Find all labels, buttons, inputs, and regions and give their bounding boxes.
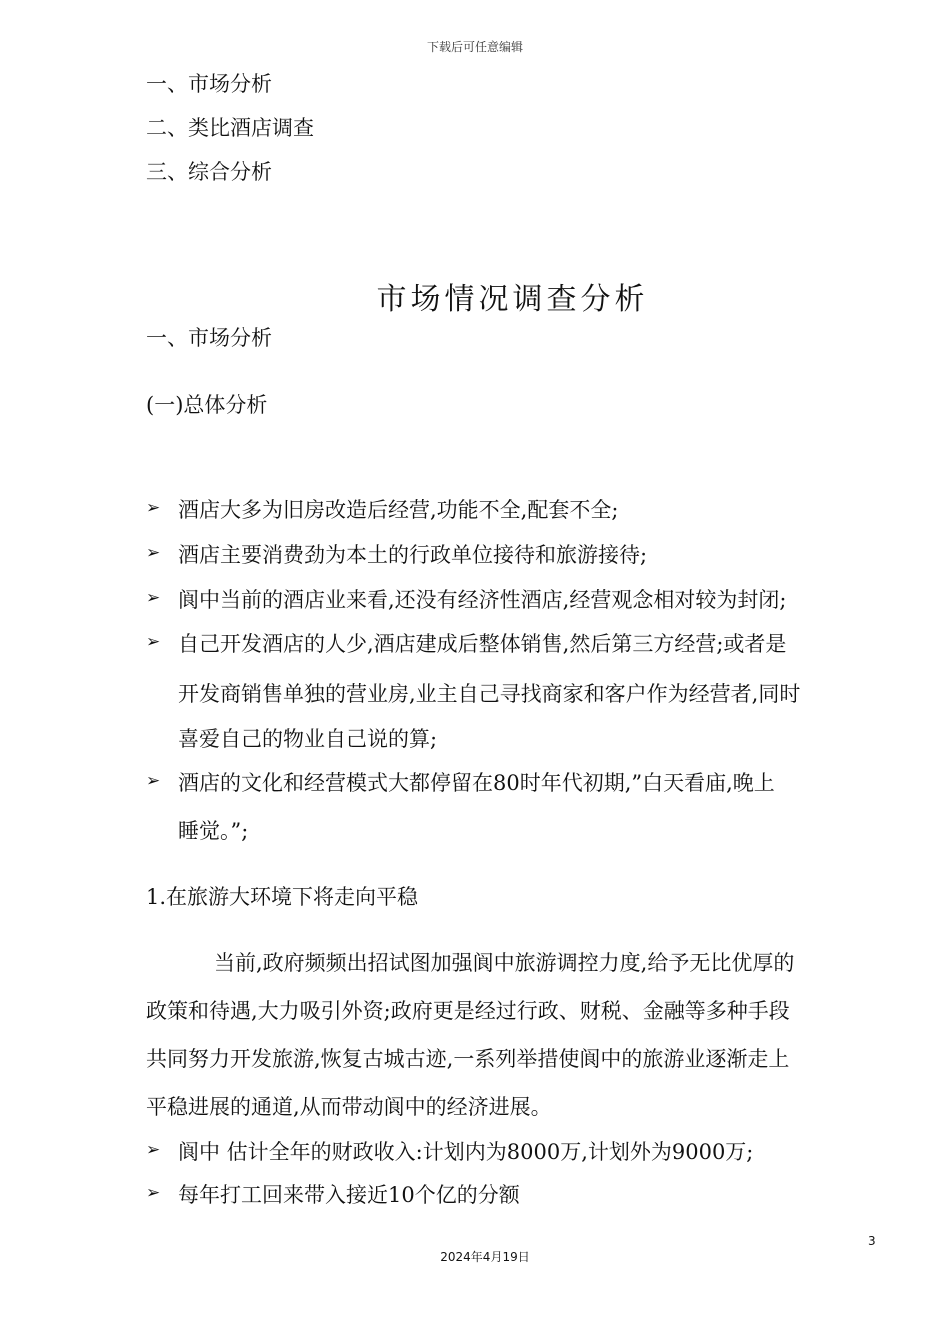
bullet-text-continuation: 喜爱自己的物业自己说的算; (178, 727, 438, 751)
paragraph-line: 政策和待遇,大力吸引外资;政府更是经过行政、财税、金融等多种手段 (146, 999, 790, 1023)
bullet-arrow-icon: ➢ (146, 1183, 161, 1203)
numbered-heading: 1.在旅游大环境下将走向平稳 (146, 885, 419, 909)
subsection-heading: (一)总体分析 (146, 393, 268, 417)
bullet-text: 酒店大多为旧房改造后经营,功能不全,配套不全; (178, 498, 619, 522)
bullet-text: 每年打工回来带入接近10个亿的分额 (178, 1183, 520, 1207)
paragraph-line: 平稳进展的通道,从而带动阆中的经济进展。 (146, 1095, 552, 1119)
bullet-text: 阆中当前的酒店业来看,还没有经济性酒店,经营观念相对较为封闭; (178, 588, 787, 612)
toc-item-1: 一、市场分析 (146, 72, 272, 96)
paragraph-line: 当前,政府频频出招试图加强阆中旅游调控力度,给予无比优厚的 (214, 951, 795, 975)
bullet-arrow-icon: ➢ (146, 632, 161, 652)
page-header: 下载后可任意编辑 (426, 40, 523, 54)
page-number: 3 (868, 1234, 876, 1248)
page-footer-date: 2024年4月19日 (440, 1250, 530, 1264)
bullet-arrow-icon: ➢ (146, 498, 161, 518)
bullet-text: 酒店主要消费劲为本土的行政单位接待和旅游接待; (178, 543, 648, 567)
bullet-text-continuation: 睡觉。”; (178, 819, 249, 843)
bullet-text-continuation: 开发商销售单独的营业房,业主自己寻找商家和客户作为经营者,同时 (178, 682, 801, 706)
bullet-arrow-icon: ➢ (146, 543, 161, 563)
section-heading: 一、市场分析 (146, 326, 272, 350)
bullet-arrow-icon: ➢ (146, 771, 161, 791)
toc-item-2: 二、类比酒店调查 (146, 116, 314, 140)
bullet-text: 自己开发酒店的人少,酒店建成后整体销售,然后第三方经营;或者是 (178, 632, 787, 656)
bullet-arrow-icon: ➢ (146, 1140, 161, 1160)
bullet-arrow-icon: ➢ (146, 588, 161, 608)
document-title: 市场情况调查分析 (376, 282, 649, 317)
bullet-text: 酒店的文化和经营模式大都停留在80时年代初期,”白天看庙,晚上 (178, 771, 775, 795)
paragraph-line: 共同努力开发旅游,恢复古城古迹,一系列举措使阆中的旅游业逐渐走上 (146, 1047, 790, 1071)
bullet-text: 阆中 估计全年的财政收入:计划内为8000万,计划外为9000万; (178, 1140, 754, 1164)
toc-item-3: 三、综合分析 (146, 160, 272, 184)
